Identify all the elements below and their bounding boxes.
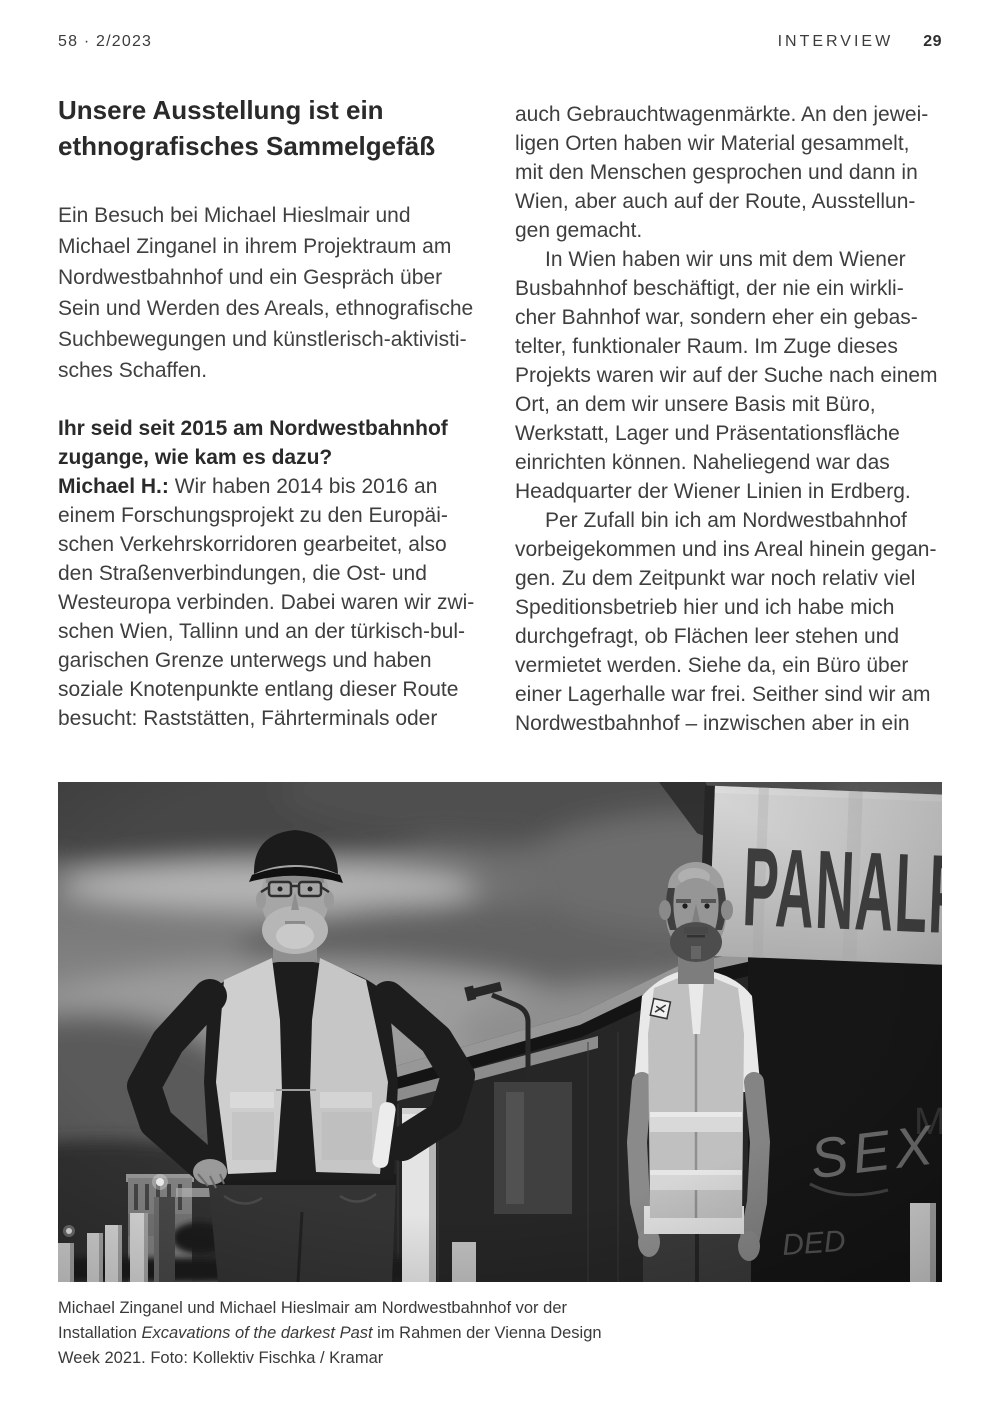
answer-first-line — [58, 472, 490, 501]
text-line: Wien, aber auch auf der Route, Ausstellun- — [515, 190, 916, 213]
left-column — [58, 92, 490, 733]
text-line: Speditionsbetrieb hier und ich habe mich — [515, 596, 895, 619]
issue-info: 58 · 2/2023 — [58, 33, 153, 50]
text-line: ligen Orten haben wir Material gesammelt, — [515, 132, 910, 155]
right-column — [515, 100, 951, 738]
interview-answer — [58, 472, 490, 733]
answer-first-line-text: Wir haben 2014 bis 2016 an — [168, 475, 438, 498]
answer-body — [58, 501, 490, 733]
text-line: Werkstatt, Lager und Präsentationsfläche — [515, 422, 900, 445]
caption-text: Installation — [58, 1324, 142, 1342]
text-line: vorbeigekommen und ins Areal hinein gegan- — [515, 538, 937, 561]
paragraph-1 — [515, 100, 951, 245]
text-line: schen Verkehrskorridoren gearbeitet, also — [58, 533, 447, 556]
text-line: In Wien haben wir uns mit dem Wiener — [545, 248, 906, 271]
text-line: einer Lagerhalle war frei. Seither sind wir am — [515, 683, 931, 706]
paragraph-2 — [515, 245, 951, 506]
caption-text: im Rahmen der Vienna Design — [372, 1324, 602, 1342]
text-line: cher Bahnhof war, sondern eher ein gebas- — [515, 306, 918, 329]
caption-line: Week 2021. Foto: Kollektiv Fischka / Kramar — [58, 1349, 384, 1367]
text-line: Ihr seid seit 2015 am Nordwestbahnhof — [58, 417, 448, 440]
text-line: telter, funktionaler Raum. Im Zuge dieses — [515, 335, 898, 358]
text-line: Headquarter der Wiener Linien in Erdberg. — [515, 480, 911, 503]
text-line: zugange, wie kam es dazu? — [58, 446, 333, 469]
text-line: den Straßenverbindungen, die Ost- und — [58, 562, 427, 585]
page-number: 29 — [923, 33, 942, 50]
text-line: Unsere Ausstellung ist ein — [58, 95, 384, 125]
text-line: auch Gebrauchtwagenmärkte. An den jewei- — [515, 103, 929, 126]
text-line: Michael Zinganel in ihrem Projektraum am — [58, 235, 452, 258]
installation-title: Excavations of the darkest Past — [141, 1324, 373, 1342]
text-line: besucht: Raststätten, Fährterminals oder — [58, 707, 438, 730]
page-header — [58, 33, 942, 51]
interview-question — [58, 414, 490, 472]
text-line: garischen Grenze unterwegs und haben — [58, 649, 432, 672]
text-line: einem Forschungsprojekt zu den Europäi- — [58, 504, 448, 527]
text-line: gen. Zu dem Zeitpunkt war noch relativ viel — [515, 567, 916, 590]
speaker-name: Michael H.: — [58, 475, 169, 498]
paragraph-3 — [515, 506, 951, 738]
article-intro — [58, 200, 490, 386]
vignette-overlay — [58, 782, 942, 1282]
text-line: Suchbewegungen und künstlerisch-aktivisti- — [58, 328, 467, 351]
text-line: Sein und Werden des Areals, ethnografische — [58, 297, 474, 320]
text-line: gen gemacht. — [515, 219, 643, 242]
photo-figure — [58, 782, 942, 1371]
text-line: vermietet werden. Siehe da, ein Büro über — [515, 654, 909, 677]
photo-caption — [58, 1296, 942, 1371]
text-line: sches Schaffen. — [58, 359, 208, 382]
header-right — [778, 33, 942, 51]
text-line: Nordwestbahnhof – inzwischen aber in ein — [515, 712, 910, 735]
text-line: ethnografisches Sammelgefäß — [58, 131, 436, 161]
text-line: soziale Knotenpunkte entlang dieser Route — [58, 678, 459, 701]
text-line: Projekts waren wir auf der Suche nach einem — [515, 364, 938, 387]
bw-photo-two-men-nordwestbahnhof — [58, 782, 942, 1282]
text-line: Westeuropa verbinden. Dabei waren wir zwi- — [58, 591, 475, 614]
caption-line: Michael Zinganel und Michael Hieslmair am Nordwestbahnhof vor der — [58, 1299, 567, 1317]
text-line: Ein Besuch bei Michael Hieslmair und — [58, 204, 411, 227]
text-line: mit den Menschen gesprochen und dann in — [515, 161, 918, 184]
text-line: durchgefragt, ob Flächen leer stehen und — [515, 625, 900, 648]
text-line: Nordwestbahnhof und ein Gespräch über — [58, 266, 443, 289]
article-title — [58, 92, 490, 164]
text-line: Ort, an dem wir unsere Basis mit Büro, — [515, 393, 876, 416]
text-line: einrichten können. Naheliegend war das — [515, 451, 890, 474]
text-line: Per Zufall bin ich am Nordwestbahnhof — [545, 509, 907, 532]
text-line: Busbahnhof beschäftigt, der nie ein wirkli- — [515, 277, 904, 300]
caption-line — [58, 1321, 942, 1346]
section-label: INTERVIEW — [777, 33, 894, 50]
text-line: schen Wien, Tallinn und an der türkisch-bul- — [58, 620, 465, 643]
